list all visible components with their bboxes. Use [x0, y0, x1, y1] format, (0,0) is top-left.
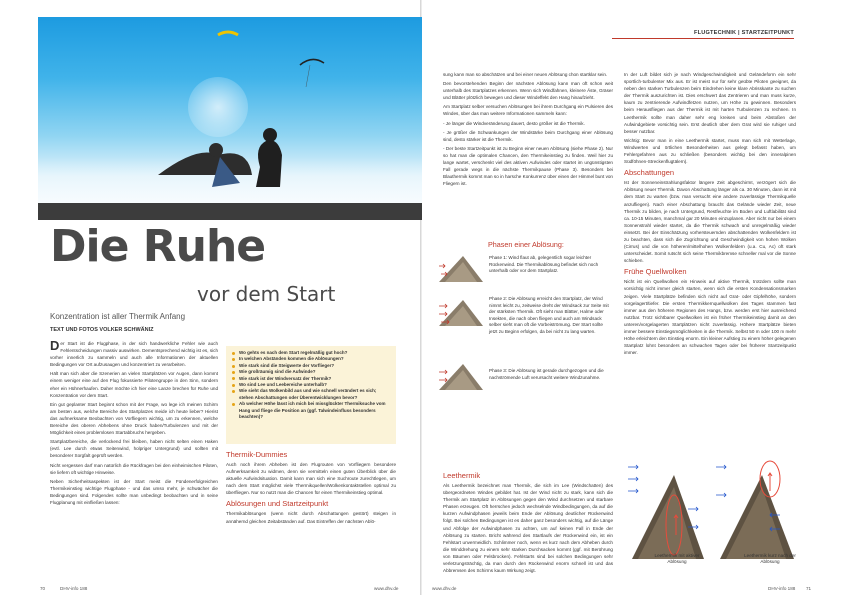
- paragraph: Neben Sicherheitsaspekten ist der Start meist die Fündenerfolgreichen Thermikeinstieg wichtige Flugphase - und das umso mehr, je schwächer die Bedingungen sind. Folgendes sollte man unbedingt beobachten und in seine Flugplanung mit einfließen lassen:: [50, 478, 218, 505]
- article-title-line2: vor dem Start: [197, 282, 336, 306]
- rubric-rule: [612, 38, 794, 39]
- page-number-left: 70: [40, 586, 46, 591]
- phase-3-text: Phase 3: Die Ablösung ist gerade durchgezogen und die nachströmende Luft verursacht weitere Windzunahme.: [489, 368, 604, 380]
- magazine-issue-left: DHV-info 188: [60, 586, 88, 591]
- paragraph: sung kann man so abschätzen und bei einer neuen Ablösung chon startklar sein.: [443, 72, 608, 77]
- paragraph: Auch noch ihrem Abheben ist den Flugrouten von Vorfliegern besondere Aufmerksamkeit zu widmen, denn sie vermitteln einen guten Überblick über die aktuelle Aufwindsituation. Damit kann man sich eine Suchroute zurechtlegen, um nach dem Start möglichst viele Thermikquellen/Wolkenkontaktstellen optimal zu überfliegen. Nur so nutzt man die Chancen für einen Thermikeinstieg optimal.: [226, 462, 396, 496]
- leethermik-active-diagram: [628, 465, 704, 559]
- drop-cap: D: [50, 338, 60, 353]
- phase-1-diagram: [437, 252, 485, 284]
- column-4: [624, 71, 796, 358]
- paragraph: - Der beste Startzeitpunkt ist zu Beginn einer neuen Ablösung (siehe Phase 2). Nur so hat man die optimalen Chancen, den Thermikeinstieg zu finden. Weil hier zu lange wartet, verschenkt viel des aktiven Aufwindes oder startet im ungünstigsten Fall gerade wegs in die nächste Thermikpause (Phase 3). Besonders bei Blauthermik kommt man so in harsche Konkurrenz über einen der Himmel bunt von Fliegern ist.: [443, 145, 613, 187]
- paragraph: Nicht ist ein Quellwolken ein Hinweis auf aktive Thermik, trotzdem sollte man vorsichtig nicht immer gleich starten, wenn sich die ersten Kondensationsmarken zeigen. Viele Startplätze befinden sich nicht auf Grat- oder Gipfelhöhe, sondern vorgelagert/tiefer. Die ersten Thermikkernquellwolken des Tages stammen fast immer aus den höheren Regionen des Hangs, bzw. werden erst hier ausreichend nutzbar. Trotz sichtbarer Quellwolken ist ein früher Thermikeinstieg damit an den unteren/vorgelagerten Startplätzen nicht zuverlässig. Höhere Startplätze bieten immer bessere Einstiegsmöglichkeiten in die Thermik. Selbst 50 m oder 100 m mehr Höhe erleichtern den Einstieg enorm. Ein kleiner Aufstieg zu einem höher gelegenen Startplatz lohnt besonders an schwachen Tagen oder bei früherer Startzeitpunkt immer.: [624, 279, 796, 356]
- column-1: [50, 340, 218, 508]
- checklist-box: [226, 346, 396, 444]
- diagram-caption-2: Leethermik kurz nach der Ablösung: [744, 553, 796, 564]
- section-rubric: FLUGTECHNIK | STARTZEITPUNKT: [694, 30, 794, 36]
- paragraph: Am Startplatz selber versuchen Ablösungen bei ihrem Durchgang ein Pulsieren des Windes, über das man weitere Informationen sammeln kann:: [443, 104, 613, 117]
- checklist-item: Wie stark sind die Steigwerte der Vorflieger?: [232, 363, 390, 369]
- paragraph: - Je größer die Schwankungen der Windstärke beim Durchgang einer Ablösung sind, desto stärker ist die Thermik.: [443, 129, 613, 142]
- checklist-item: Wo gehts es nach dem Start regelmäßig gut hoch?: [232, 350, 390, 356]
- header-photo: [38, 17, 422, 220]
- checklist-item: Ab welcher Höhe lässt ich mich bei missglückter Thermiksuche vom Hang und fliege die Position an (ggf. Talwindeinfluss besonders beachten)?: [232, 401, 390, 420]
- paragraph: - Je länger die Windveränderung dauert, desto größer ist die Thermik.: [443, 120, 585, 126]
- column-2: [226, 447, 396, 527]
- section-heading: Leethermik: [443, 471, 481, 480]
- paragraph: Thermikablösungen (wenn nicht durch Abschattungen gestört) steigen in annähernd gleichen Zeitabständen auf. Das Eintreffen der nächsten Ablö-: [226, 511, 396, 524]
- article-title: Die Ruhe: [50, 221, 266, 272]
- section-heading: Frühe Quellwolken: [624, 267, 687, 277]
- checklist-item: In welchen Abständen kommen die Ablösungen?: [232, 356, 390, 362]
- section-heading: Ablösungen und Startzeitpunkt: [226, 499, 329, 509]
- article-subtitle: Konzentration ist aller Thermik Anfang: [50, 312, 186, 321]
- paragraph: Hält man sich aber die Szenerien an vielen Startplätzen vor Augen, dann kommt einem weniger eine auf den Flug fokussierte Pilotengruppe in den Sinn, sondern eher ein Hühnerhaufen. Daher möchte ich hier eine Lanze brechen für Ruhe und Konzentration vor dem Start.: [50, 371, 218, 398]
- paragraph: Der Start ist die Flugphase, in der sich handwerkliche Fehler wie auch Fehlentscheidungen massiv auswirken. Dementsprechend wichtig ist es, sich vorher innerlich zu sammeln und auch alle Informationen der aktuellen Bedingungen vor Ort aufzusaugen und konzentriert zu verarbeiten.: [50, 338, 218, 368]
- paragraph: Ein gut geplanter Start beginnt schon mit der Frage, wo lege ich meinen Schirm am besten aus, welche Bereiche des Startplatzes meide ich heute lieber? Hierist das aufmerksame Beobachten von Vorfliegern wichtig, um zu erkennen, welche Bereiche des oberen Abhebens ohne Druck haben/Turbulenzen und mit der Möglichkeit eines problemlosen Startabbruchs hergeben.: [50, 401, 218, 436]
- paragraph: Als Leethermik bezeichnet man Thermik, die sich im Lee (Windschatten) des übergeordneten Windes gebildet hat. Ist der Wind nicht zu stark, kann sich die Thermik am Startplatz im Ablösungen gegen den Wind durchsetzen und starbare Phasen erzeugen. Oft herrschen jedoch wechselnde Windbedingungen, da auf die kurzen Aufwindphasen jeweils beim Ende der Ablösung deutlicher Rückenwind folgt. Bei solchen Bedingungen ist es daher ganz besonders wichtig, auf die Länge und Abfolge der Aufwindphasen zu achten, um auf keinen Fall in Ende der Ablösung zu starten. Bricht während des Startlaufs der Rückenwind ein, ist ein Fehlstart unvermeidlich. Schlimmer noch, wenn es kurz nach dem Abheben durch die Winddrehung zu einem sehr starken Durchsacken kommt (ggf. mit Berührung von Bäumen oder Felsbrocken). Fehlstarts sind bei solchen Bedingungen sehr verletzungsträchtig, da man durch den Rückenwind enorm schnell ist und das Abbremsen des Schirms kaum Wirkung zeigt.: [443, 483, 613, 574]
- column-3: [443, 71, 613, 189]
- paragraph: Nicht vergessen darf man natürlich die Rückfragen bei den einheimischen Piloten, sie liefern oft wichtige Hinweise.: [50, 462, 218, 475]
- photo-illustration: [38, 17, 422, 220]
- section-heading: Thermik-Dummies: [226, 450, 288, 459]
- article-author: TEXT UND FOTOS VOLKER SCHWÄNIZ: [50, 327, 154, 333]
- website-left: www.dhv.de: [374, 586, 399, 591]
- magazine-issue-right: DHV-info 188: [768, 586, 796, 591]
- checklist-item: Wo sind Lee und Leebereiche unterhalb?: [232, 382, 390, 388]
- page-number-right: 71: [806, 586, 812, 591]
- phases-heading: Phasen einer Ablösung:: [488, 240, 564, 249]
- paragraph: Wichtig: Bevor man in eine Leethermik startet, muss man sich mit Wetterlage, Windwerten und örtlichen Besonderheiten aus gelegt befasst haben, um Fehlergefahren aus zu schließen (besonders wichtig bei den inneralpinen Südföhnen-Streckenflugtälern).: [624, 137, 796, 165]
- diagram-caption-1: Leethermik mit aktiver Ablösung: [654, 553, 700, 564]
- checklist-item: Wie stark ist der Windversatz der Thermik?: [232, 376, 390, 382]
- paragraph: Startplatzbereiche, die verlockend frei bleiben, haben nicht selten einen Haken (evtl. Lee durch etwas Seitenwind, holpriger Untergrund) und sollten mit besonderer Sorgfalt geprüft werden.: [50, 439, 218, 459]
- checklist-item: Wie sieht das Wolkenbild aus und wie schnell verändert es sich; stehen Abschattungen oder Überentwicklungen bevor?: [232, 388, 390, 401]
- paragraph: Den bevorstehenden Beginn der nächsten Ablösung kann man oft schon weit unterhalb des Startplatzes erkennen. Wenn sich Windfahnen, kleinere Äste, Gräser und Blätter plötzlich bewegen und dieser Windeffekt den Hang hinaufzieht.: [443, 81, 613, 101]
- pilot-silhouette-left: [158, 153, 252, 176]
- paraglider-1: [218, 32, 238, 35]
- website-right: www.dhv.de: [432, 586, 457, 591]
- phase-2-diagram: [437, 296, 485, 328]
- phase-2-text: Phase 2: Die Ablösung erreicht den Startplatz, der Wind nimmt leicht zu, zeitweise dreht der Windsack zur Seite mit der stärksten Thermik. Oft sieht man Blätter, Halme oder Insekten, die nach oben fliegen und auch am Windsack selber sieht man oft die Vorbeiströmung. Der Start sollte jetzt zu Beginn erfolgen, da bei nicht zu lang warten.: [489, 296, 609, 334]
- paragraph: Ist der Sonneneinstrahlungsfaktor längere Zeit abgeschirmt, verzögert sich die Ablösung neuer Thermik. Davon Abschattung länger als ca. 30 Minuten, dann ist mit dem Start zu warten (bzw. man versucht eine andere zuverlässige Thermikquelle anzufliegen). Nach einer Abschattung braucht das Gelände wieder Zeit, neue Thermik zu bilden, je nach Untergrund, Restfeuchte im Boden und Luftlabilität sind ca. 10-15 Minuten, manchmal gar 20 Minuten einzuplanen. Aber nicht nur bei einem Sonnenstrahl wieder startet, da die Thermik schwach und unregelmäßig wieder einsetzt. Bei der Einschätzung vorhersteuernden abschattenden Wolkenfeldern ist zu beachten, dass sich die Zugrichtung und Geschwindigkeit von hohen Wolken (Cirrus) und die von höheren/mittelhohen Wolkenfeldern (u.a. Cu, Ac) oft stark unterscheidet. Somit rutscht sich seine Thermikbremse schneller mal vor die Sonne schieben.: [624, 180, 796, 264]
- pilot-silhouette-right: [256, 140, 282, 187]
- paraglider-2: [300, 59, 324, 65]
- phase-1-text: Phase 1: Wind flaut ab, gelegentlich sogar leichter Rückenwind. Die Thermikablösung befindet sich noch unterhalb oder vor dem Startplatz.: [489, 255, 599, 274]
- column-3-bottom: [443, 468, 613, 576]
- phase-3-diagram: [437, 360, 485, 392]
- leethermik-after-diagram: [716, 461, 794, 559]
- section-heading: Abschattungen: [624, 168, 675, 178]
- paragraph: In der Luft bildet sich je nach Windgeschwindigkeit und Geländeform ein sehr sportlich-turbulenter Mix aus. Er ist meist nur für sehr geübte Piloten geeignet, da neben den starken Turbulenzen beim Eindrehen keine klare Abrisskante zu suchen der Thermik auszurichten ist. Dies erschwert das Zentrieren und man muss kurze, kaum zu zentrierende Aufwindfetzen nutzen, um Höhe zu gewinnen. Besonders beim Herausfliegen aus der Thermik ist mit harten Turbulenzen zu rechnen. In Leethermik sollte man daher sehr eng kreisen und beim Abstoßen der Aufwindgebiete vorsichtig sein. Erst deutlich über dem Grat wird sie ruhiger und besser nutzbar.: [624, 72, 796, 134]
- checklist-item: Wie großräumig sind die Aufwinde?: [232, 369, 390, 375]
